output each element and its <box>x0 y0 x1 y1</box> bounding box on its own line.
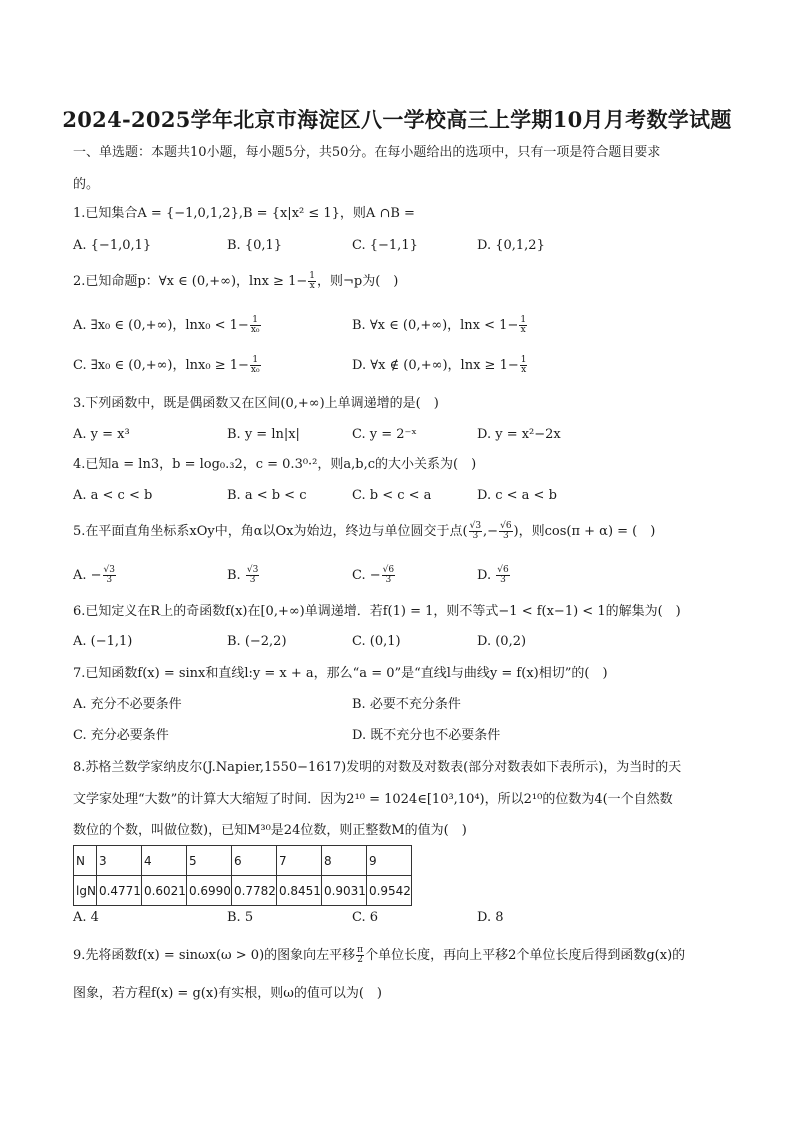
question-7-option-d: D. 既不充分也不必要条件 <box>352 728 501 743</box>
option-text: D. ∀x ∉ (0,+∞)，lnx ≥ 1− <box>352 358 519 373</box>
table-cell: 4 <box>141 846 186 876</box>
option-text: A. − <box>73 568 102 583</box>
table-cell: 5 <box>186 846 231 876</box>
table-cell: 0.7782 <box>231 876 276 906</box>
question-7-stem: 7.已知函数f(x) = sinx和直线l:y = x + a，那么“a = 0”是“直线l与曲线y = f(x)相切”的( ) <box>73 666 608 681</box>
fraction-numerator: √3 <box>103 565 116 575</box>
question-9-line1 <box>73 946 685 966</box>
option-text: D. <box>477 568 496 583</box>
question-5-stem: 5.在平面直角坐标系xOy中，角α以Ox为始边，终边与单位圆交于点( $\frac{√3}{3}$ ,− $\frac{√6}{3}$ )，则cos(π + α) = ( ) <box>73 521 656 541</box>
fraction-denominator: 2 <box>357 955 363 965</box>
table-cell: 0.4771 <box>96 876 141 906</box>
question-5-stem-pre: 5.在平面直角坐标系xOy中，角α以Ox为始边，终边与单位圆交于点( <box>73 524 468 539</box>
fraction-numerator: √6 <box>382 565 395 575</box>
fraction-numerator: 1 <box>309 271 315 281</box>
question-3-option-c: C. y = 2⁻ˣ <box>352 427 417 442</box>
fraction <box>499 522 512 541</box>
fraction-numerator: √3 <box>246 565 259 575</box>
table-row <box>74 876 412 906</box>
section-heading-line2: 的。 <box>73 177 100 192</box>
question-7-option-c: C. 充分必要条件 <box>73 728 169 743</box>
question-1-option-c: C. {−1,1} <box>352 238 418 253</box>
question-8-line1: 8.苏格兰数学家纳皮尔(J.Napier,1550−1617)发明的对数及对数表(部分对数表如下表所示)，为当时的天 <box>73 760 682 775</box>
question-9-line2: 图象，若方程f(x) = g(x)有实根，则ω的值可以为( ) <box>73 986 382 1001</box>
table-cell: 0.6021 <box>141 876 186 906</box>
table-cell: 0.8451 <box>276 876 321 906</box>
table-cell: 0.6990 <box>186 876 231 906</box>
fraction-denominator: x₀ <box>250 325 260 335</box>
question-3-stem: 3.下列函数中，既是偶函数又在区间(0,+∞)上单调递增的是( ) <box>73 396 439 411</box>
page-title: 2024-2025学年北京市海淀区八一学校高三上学期10月月考数学试题 <box>62 107 732 132</box>
question-8-option-a: A. 4 <box>73 910 99 925</box>
option-text: C. − <box>352 568 381 583</box>
question-8-line3: 数位的个数，叫做位数)，已知M³⁰是24位数，则正整数M的值为( ) <box>73 823 467 838</box>
table-cell: 9 <box>366 846 411 876</box>
question-8-option-c: C. 6 <box>352 910 379 925</box>
question-5-option-c <box>352 566 396 586</box>
question-6-option-a: A. (−1,1) <box>73 634 133 649</box>
table-cell: 0.9542 <box>366 876 411 906</box>
option-text: B. <box>227 568 245 583</box>
question-9-line1-pre: 9.先将函数f(x) = sinωx(ω > 0)的图象向左平移 <box>73 948 356 963</box>
table-cell: N <box>74 846 97 876</box>
question-8-line2: 文学家处理“大数”的计算大大缩短了时间．因为2¹⁰ = 1024∈[10³,10⁴)，所以2¹⁰的位数为4(一个自然数 <box>73 792 673 807</box>
question-7-option-a: A. 充分不必要条件 <box>73 697 182 712</box>
question-4-stem: 4.已知a = ln3，b = log₀.₃2，c = 0.3⁰·²，则a,b,c的大小关系为( ) <box>73 457 477 472</box>
fraction-denominator: 3 <box>385 575 392 585</box>
fraction-denominator: x <box>521 365 527 375</box>
question-3-option-b: B. y = ln|x| <box>227 427 300 442</box>
question-8-option-d: D. 8 <box>477 910 504 925</box>
question-8-option-b: B. 5 <box>227 910 254 925</box>
question-1-stem: 1.已知集合A = {−1,0,1,2},B = {x|x² ≤ 1}，则A ∩B = <box>73 206 415 221</box>
fraction-numerator: √3 <box>469 521 482 531</box>
fraction-denominator: 3 <box>472 531 479 541</box>
question-4-option-d: D. c < a < b <box>477 488 557 503</box>
option-text: A. ∃x₀ ∈ (0,+∞)，lnx₀ < 1− <box>73 318 249 333</box>
fraction-numerator: 1 <box>520 315 527 325</box>
fraction-numerator: π <box>357 945 364 955</box>
question-5-stem-post: )，则cos(π + α) = ( ) <box>513 524 656 539</box>
fraction <box>496 566 509 585</box>
question-2-option-d <box>352 356 528 376</box>
fraction-denominator: 3 <box>500 575 506 585</box>
section-heading-line1: 一、单选题：本题共10小题，每小题5分，共50分。在每小题给出的选项中，只有一项是符合题目要求 <box>73 145 661 160</box>
table-cell: 6 <box>231 846 276 876</box>
question-7-option-b: B. 必要不充分条件 <box>352 697 461 712</box>
question-6-stem: 6.已知定义在R上的奇函数f(x)在[0,+∞)单调递增．若f(1) = 1，则不等式−1 < f(x−1) < 1的解集为( ) <box>73 604 681 619</box>
question-3-option-d: D. y = x²−2x <box>477 427 561 442</box>
table-cell: 7 <box>276 846 321 876</box>
question-5-option-d <box>477 566 511 586</box>
fraction-denominator: x₀ <box>250 365 260 375</box>
question-2-stem-pre: 2.已知命题p：∀x ∈ (0,+∞)，lnx ≥ 1− <box>73 274 308 289</box>
option-text: B. ∀x ∈ (0,+∞)，lnx < 1− <box>352 318 519 333</box>
question-6-option-b: B. (−2,2) <box>227 634 287 649</box>
question-2-stem <box>73 272 398 292</box>
question-3-option-a: A. y = x³ <box>73 427 130 442</box>
question-1-option-b: B. {0,1} <box>227 238 283 253</box>
question-5-option-a <box>73 566 117 586</box>
fraction <box>519 316 527 335</box>
fraction-numerator: 1 <box>250 316 261 326</box>
question-4-option-a: A. a < c < b <box>73 488 153 503</box>
fraction-denominator: 3 <box>249 575 256 585</box>
table-row <box>74 846 412 876</box>
fraction <box>356 946 364 965</box>
table-cell: 0.9031 <box>321 876 366 906</box>
table-cell: 8 <box>321 846 366 876</box>
fraction-numerator: 1 <box>250 356 261 366</box>
fraction <box>520 356 528 375</box>
question-5-option-b <box>227 566 260 586</box>
fraction-numerator: √6 <box>497 565 509 575</box>
question-2-option-b <box>352 316 528 336</box>
log-table <box>73 845 412 906</box>
table-cell: 3 <box>96 846 141 876</box>
fraction-denominator: 3 <box>502 531 509 541</box>
fraction <box>469 522 482 541</box>
question-9-line1-post: 个单位长度，再向上平移2个单位长度后得到函数g(x)的 <box>365 948 686 963</box>
fraction <box>382 566 395 585</box>
fraction-numerator: √6 <box>500 521 512 531</box>
option-text: C. ∃x₀ ∈ (0,+∞)，lnx₀ ≥ 1− <box>73 358 249 373</box>
question-4-option-c: C. b < c < a <box>352 488 432 503</box>
question-4-option-b: B. a < b < c <box>227 488 307 503</box>
fraction-denominator: 3 <box>106 575 113 585</box>
fraction-numerator: 1 <box>520 355 527 365</box>
question-6-option-d: D. (0,2) <box>477 634 527 649</box>
question-2-stem-post: ，则¬p为( ) <box>316 274 399 289</box>
fraction-denominator: x <box>520 325 526 335</box>
question-2-option-c <box>73 356 262 376</box>
question-1-option-a: A. {−1,0,1} <box>73 238 152 253</box>
question-2-option-a <box>73 316 262 336</box>
fraction <box>246 566 259 585</box>
question-6-option-c: C. (0,1) <box>352 634 401 649</box>
fraction <box>308 272 316 291</box>
fraction-denominator: x <box>309 281 315 291</box>
fraction <box>103 566 116 585</box>
table-cell: lgN <box>74 876 97 906</box>
fraction <box>250 316 261 335</box>
fraction <box>250 356 261 375</box>
question-1-option-d: D. {0,1,2} <box>477 238 545 253</box>
